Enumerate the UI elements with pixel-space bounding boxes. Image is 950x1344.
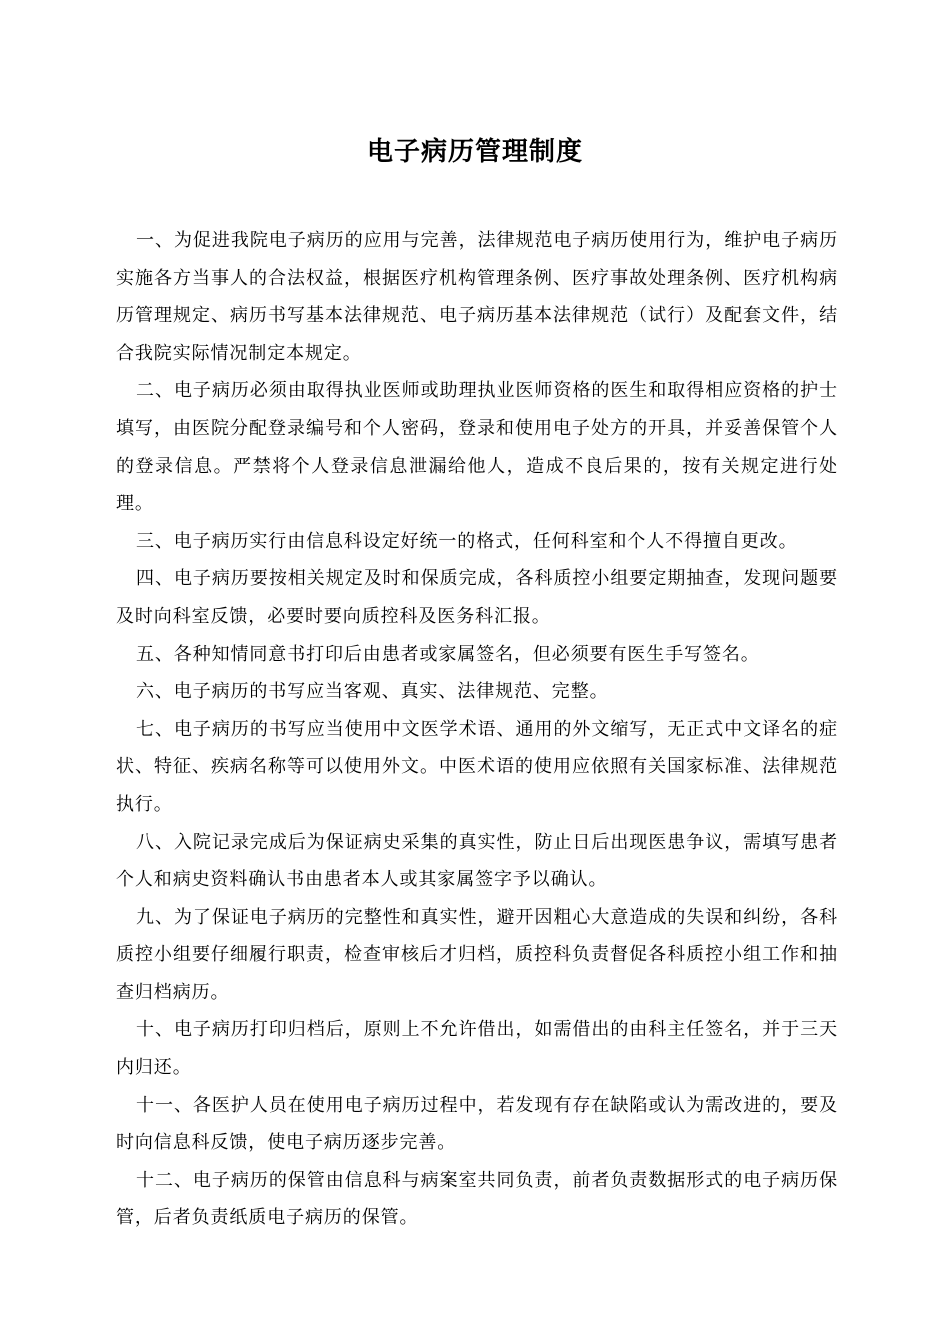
paragraph-2: 二、电子病历必须由取得执业医师或助理执业医师资格的医生和取得相应资格的护士填写，由医院分配登录编号和个人密码，登录和使用电子处方的开具，并妥善保管个人的登录信息。严禁将个人登录信息泄漏给他人，造成不良后果的，按有关规定进行处理。 <box>116 380 838 515</box>
paragraph-6: 六、电子病历的书写应当客观、真实、法律规范、完整。 <box>136 681 609 703</box>
paragraph-4: 四、电子病历要按相关规定及时和保质完成，各科质控小组要定期抽查，发现问题要及时向科室反馈，必要时要向质控科及医务科汇报。 <box>116 568 838 627</box>
paragraph-10: 十、电子病历打印归档后，原则上不允许借出，如需借出的由科主任签名，并于三天内归还。 <box>116 1019 838 1079</box>
paragraph-5: 五、各种知情同意书打印后由患者或家属签名，但必须要有医生手写签名。 <box>136 643 760 665</box>
paragraph-8: 八、入院记录完成后为保证病史采集的真实性，防止日后出现医患争议，需填写患者个人和病史资料确认书由患者本人或其家属签字予以确认。 <box>116 831 838 891</box>
paragraph-3: 三、电子病历实行由信息科设定好统一的格式，任何科室和个人不得擅自更改。 <box>136 530 798 552</box>
document-body <box>116 222 838 1237</box>
paragraph-1: 一、为促进我院电子病历的应用与完善，法律规范电子病历使用行为，维护电子病历实施各方当事人的合法权益，根据医疗机构管理条例、医疗事故处理条例、医疗机构病历管理规定、病历书写基本法律规范、电子病历基本法律规范（试行）及配套文件，结合我院实际情况制定本规定。 <box>116 230 838 364</box>
paragraph-12: 十二、电子病历的保管由信息科与病案室共同负责，前者负责数据形式的电子病历保管，后者负责纸质电子病历的保管。 <box>116 1169 838 1229</box>
document-title: 电子病历管理制度 <box>366 137 583 167</box>
paragraph-7: 七、电子病历的书写应当使用中文医学术语、通用的外文缩写，无正式中文译名的症状、特征、疾病名称等可以使用外文。中医术语的使用应依照有关国家标准、法律规范执行。 <box>116 718 838 815</box>
paragraph-9: 九、为了保证电子病历的完整性和真实性，避开因粗心大意造成的失误和纠纷，各科质控小组要仔细履行职责，检查审核后才归档，质控科负责督促各科质控小组工作和抽查归档病历。 <box>116 906 838 1003</box>
paragraph-11: 十一、各医护人员在使用电子病历过程中，若发现有存在缺陷或认为需改进的，要及时向信息科反馈，使电子病历逐步完善。 <box>116 1094 838 1154</box>
